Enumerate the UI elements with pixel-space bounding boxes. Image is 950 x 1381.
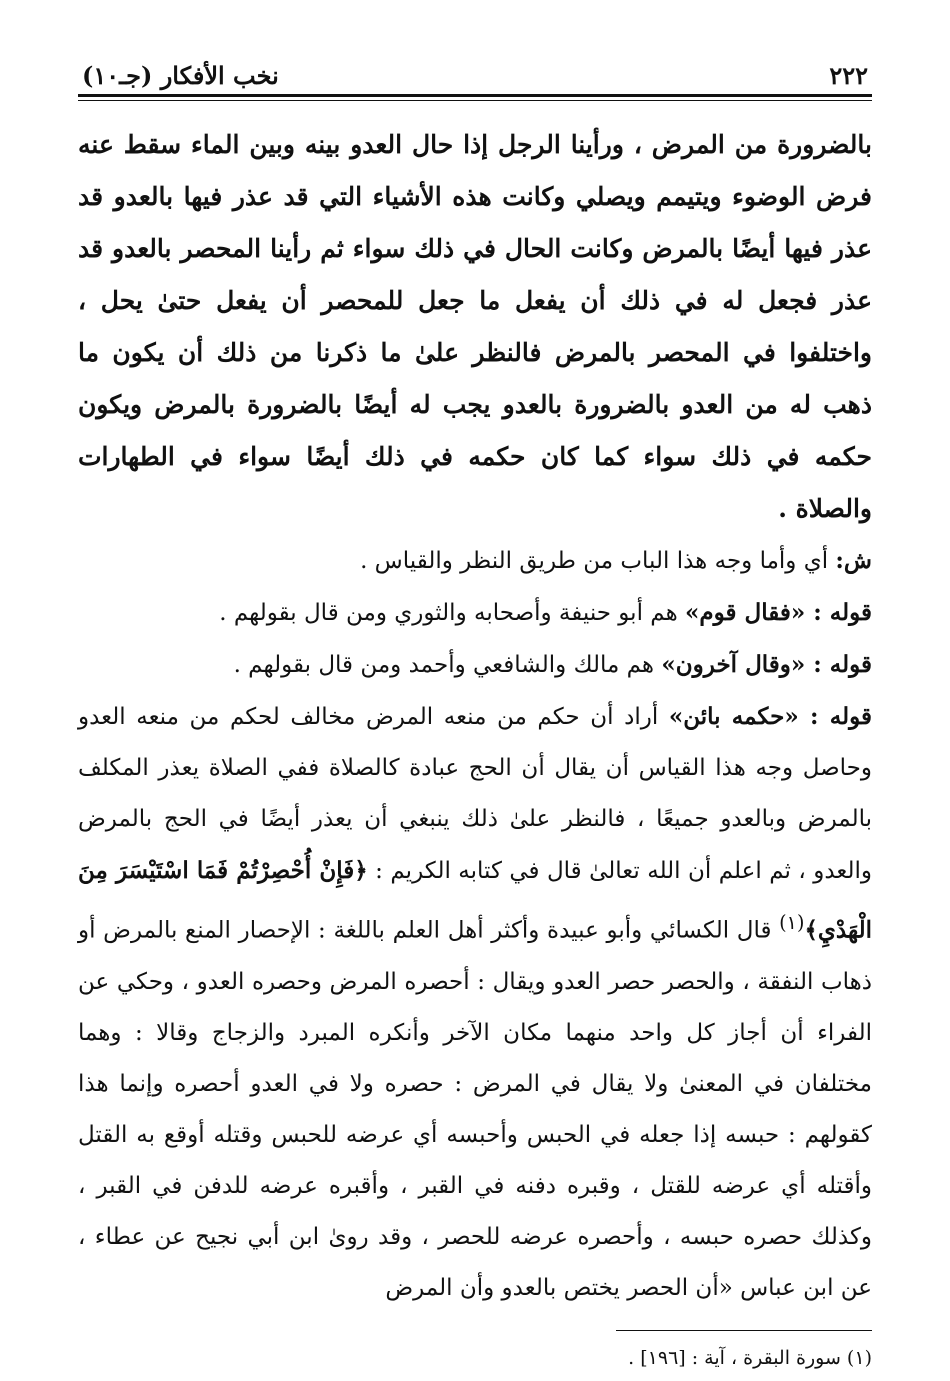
sharh-intro-text: أي وأما وجه هذا الباب من طريق النظر والقياس . [360, 548, 836, 574]
footnote: (١) سورة البقرة ، آية : [١٩٦] . [628, 1346, 872, 1369]
qawluhu-text: أراد أن حكم من منعه المرض مخالف لحكم من منعه العدو وحاصل وجه هذا القياس أن يقال أن الحج عبادة كالصلاة ففي الصلاة يعذر المكلف بالمرض وبالعدو جميعًا ، فالنظر علىٰ ذلك ينبغي أن يعذر أيضًا في الحج بالمرض والعدو ، ثم اعلم أن الله تعالىٰ قال في كتابه الكريم : [78, 704, 872, 884]
qawluhu-text: هم مالك والشافعي وأحمد ومن قال بقولهم . [233, 652, 662, 678]
quoted-phrase: «حكمه بائن» [668, 703, 799, 730]
header-rule [78, 94, 872, 101]
sharh-label: ش: [835, 547, 872, 574]
page [78, 50, 872, 1375]
qawluhu-label: قوله : [798, 703, 873, 730]
quran-verse: ﴿فَإِنْ أُحْصِرْتُمْ فَمَا اسْتَيْسَرَ مِنَ الْهَدْيِ﴾ [78, 857, 872, 944]
qawluhu-3 [78, 691, 872, 1314]
quoted-phrase: «فقال قوم» [685, 599, 806, 626]
body-text [78, 119, 872, 1314]
page-header [78, 50, 872, 90]
quoted-phrase: «وقال آخرون» [661, 651, 806, 678]
qawluhu-2 [78, 639, 872, 691]
qawluhu-label: قوله : [805, 651, 872, 678]
footnote-rule [616, 1330, 872, 1331]
sharh-intro [78, 535, 872, 587]
running-title: نخب الأفكار (جـ١٠) [82, 61, 279, 90]
qawluhu-text: هم أبو حنيفة وأصحابه والثوري ومن قال بقولهم . [219, 600, 686, 626]
matn-paragraph: بالضرورة من المرض ، ورأينا الرجل إذا حال العدو بينه وبين الماء سقط عنه فرض الوضوء ويتيمم ويصلي وكانت هذه الأشياء التي قد عذر فيها بالعدو قد عذر فيها أيضًا بالمرض وكانت الحال في ذلك سواء ثم رأينا المحصر بالعدو قد عذر فجعل له في ذلك أن يفعل ما جعل للمحصر أن يفعل حتىٰ يحل ، واختلفوا في المحصر بالمرض فالنظر علىٰ ما ذكرنا من ذلك أن يكون ما ذهب له من العدو بالضرورة بالعدو يجب له أيضًا بالضرورة بالمرض ويكون حكمه في ذلك سواء كما كان حكمه في ذلك أيضًا سواء في الطهارات والصلاة . [78, 130, 872, 523]
page-number: ٢٢٢ [829, 61, 868, 90]
footnote-ref: (١) [779, 911, 805, 934]
qawluhu-label: قوله : [805, 599, 872, 626]
qawluhu-text-cont: قال الكسائي وأبو عبيدة وأكثر أهل العلم باللغة : الإحصار المنع بالمرض أو ذهاب النفقة ، والحصر حصر العدو ويقال : أحصره المرض وحصره العدو ، وحكي عن الفراء أن أجاز كل واحد منهما مكان الآخر وأنكره المبرد والزجاج وقالا : وهما مختلفان في المعنىٰ ولا يقال في المرض : حصره ولا في العدو أحصره وإنما هذا كقولهم : حبسه إذا جعله في الحبس وأحبسه أي عرضه للحبس وقتله أوقع به القتل وأقتله أي عرضه للقتل ، وقبره دفنه في القبر ، وأقبره عرضه للدفن في القبر ، وكذلك حصره حبسه ، وأحصره عرضه للحصر ، وقد روىٰ ابن أبي نجيح عن عطاء ، عن ابن عباس «أن الحصر يختص بالعدو وأن المرض [78, 917, 872, 1301]
qawluhu-1 [78, 587, 872, 639]
